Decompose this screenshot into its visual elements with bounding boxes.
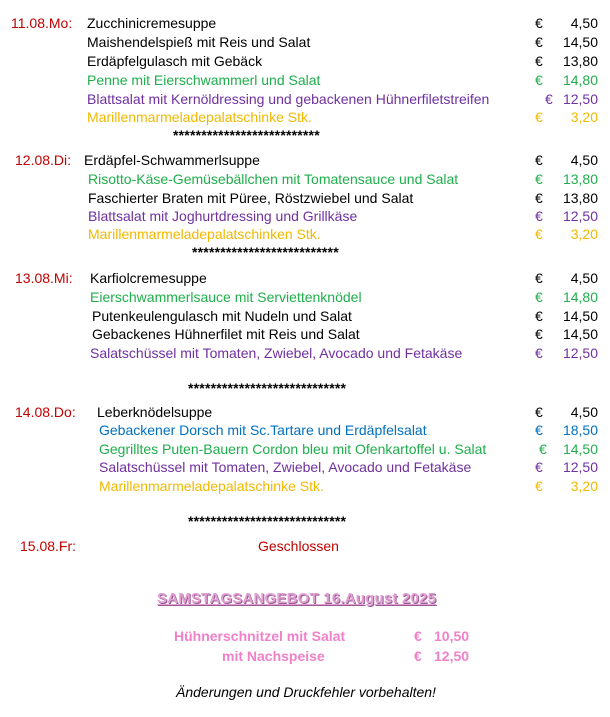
offer-item-price: 10,50 [434, 628, 470, 644]
menu-item-name: Erdäpfel-Schwammerlsuppe [84, 152, 260, 168]
menu-item-price: 18,50 [562, 422, 598, 438]
saturday-offer-title: SAMSTAGSANGEBOT 16.August 2025 [157, 590, 437, 607]
offer-item-name: Hühnerschnitzel mit Salat [174, 628, 346, 644]
euro-sign: € [535, 404, 543, 420]
euro-sign: € [545, 91, 553, 107]
euro-sign: € [539, 441, 547, 457]
menu-item-price: 14,50 [562, 34, 598, 50]
menu-item-name: Salatschüssel mit Tomaten, Zwiebel, Avocado und Fetakäse [99, 459, 472, 475]
euro-sign: € [535, 109, 543, 125]
menu-item-price: 14,50 [562, 326, 598, 342]
menu-item-name: Putenkeulengulasch mit Nudeln und Salat [92, 308, 352, 324]
menu-item-price: 12,50 [562, 345, 598, 361]
menu-item-price: 4,50 [570, 404, 598, 420]
euro-sign: € [535, 190, 543, 206]
menu-item-name: Blattsalat mit Kernöldressing und gebackenen Hühnerfiletstreifen [87, 91, 490, 107]
menu-item-price: 4,50 [570, 152, 598, 168]
separator-stars: ************************** [192, 244, 339, 260]
day-label: 15.08.Fr: [20, 538, 77, 554]
menu-item-name: Gegrilltes Puten-Bauern Cordon bleu mit Ofenkartoffel u. Salat [99, 441, 487, 457]
euro-sign: € [535, 53, 543, 69]
day-label: 12.08.Di: [15, 152, 72, 168]
euro-sign: € [535, 308, 543, 324]
menu-item-name: Erdäpfelgulasch mit Gebäck [87, 53, 263, 69]
menu-item-name: Penne mit Eierschwammerl und Salat [87, 72, 321, 88]
menu-item-name: Marillenmarmeladepalatschinke Stk. [87, 109, 312, 125]
menu-item-name: Gebackenes Hühnerfilet mit Reis und Salat [92, 326, 360, 342]
menu-item-name: Faschierter Braten mit Püree, Röstzwiebel und Salat [88, 190, 414, 206]
euro-sign: € [535, 422, 543, 438]
separator-stars: **************************** [188, 513, 347, 529]
menu-item-price: 14,80 [562, 72, 598, 88]
menu-item-price: 12,50 [562, 208, 598, 224]
menu-item-name: Eierschwammerlsauce mit Serviettenknödel [90, 289, 362, 305]
menu-item-name: Blattsalat mit Joghurtdressing und Grillkäse [88, 208, 358, 224]
euro-sign: € [535, 15, 543, 31]
menu-item-name: Gebackener Dorsch mit Sc.Tartare und Erdäpfelsalat [99, 422, 427, 438]
menu-item-price: 13,80 [562, 171, 598, 187]
day-label: 13.08.Mi: [15, 270, 73, 286]
euro-sign: € [535, 289, 543, 305]
separator-stars: **************************** [188, 380, 347, 396]
menu-item-name: Marillenmarmeladepalatschinken Stk. [88, 226, 321, 242]
menu-item-name: Maishendelspieß mit Reis und Salat [87, 34, 311, 50]
menu-item-price: 14,50 [562, 308, 598, 324]
menu-item-price: 13,80 [562, 53, 598, 69]
euro-sign: € [535, 171, 543, 187]
euro-sign: € [535, 72, 543, 88]
day-label: 11.08.Mo: [11, 15, 73, 31]
closed-notice: Geschlossen [258, 538, 339, 554]
euro-sign: € [535, 152, 543, 168]
offer-item-name: mit Nachspeise [222, 648, 325, 664]
menu-item-price: 3,20 [570, 226, 598, 242]
euro-sign: € [535, 478, 543, 494]
day-label: 14.08.Do: [15, 404, 76, 420]
menu-item-price: 14,50 [562, 441, 598, 457]
euro-sign: € [414, 648, 422, 664]
disclaimer-note: Änderungen und Druckfehler vorbehalten! [176, 684, 436, 700]
menu-item-name: Risotto-Käse-Gemüsebällchen mit Tomatensauce und Salat [88, 171, 459, 187]
euro-sign: € [535, 226, 543, 242]
euro-sign: € [535, 34, 543, 50]
menu-item-price: 12,50 [562, 459, 598, 475]
euro-sign: € [414, 628, 422, 644]
menu-item-price: 3,20 [570, 478, 598, 494]
euro-sign: € [535, 459, 543, 475]
menu-item-name: Salatschüssel mit Tomaten, Zwiebel, Avocado und Fetakäse [90, 345, 463, 361]
menu-item-price: 14,80 [562, 289, 598, 305]
menu-item-price: 12,50 [562, 91, 598, 107]
euro-sign: € [535, 208, 543, 224]
menu-item-price: 4,50 [570, 270, 598, 286]
menu-item-price: 3,20 [570, 109, 598, 125]
euro-sign: € [535, 270, 543, 286]
menu-item-name: Zucchinicremesuppe [87, 15, 217, 31]
menu-item-name: Karfiolcremesuppe [90, 270, 207, 286]
menu-item-name: Leberknödelsuppe [97, 404, 213, 420]
separator-stars: ************************** [173, 127, 320, 143]
menu-item-price: 13,80 [562, 190, 598, 206]
euro-sign: € [535, 326, 543, 342]
menu-item-name: Marillenmarmeladepalatschinke Stk. [99, 478, 324, 494]
euro-sign: € [535, 345, 543, 361]
menu-item-price: 4,50 [570, 15, 598, 31]
offer-item-price: 12,50 [434, 648, 470, 664]
